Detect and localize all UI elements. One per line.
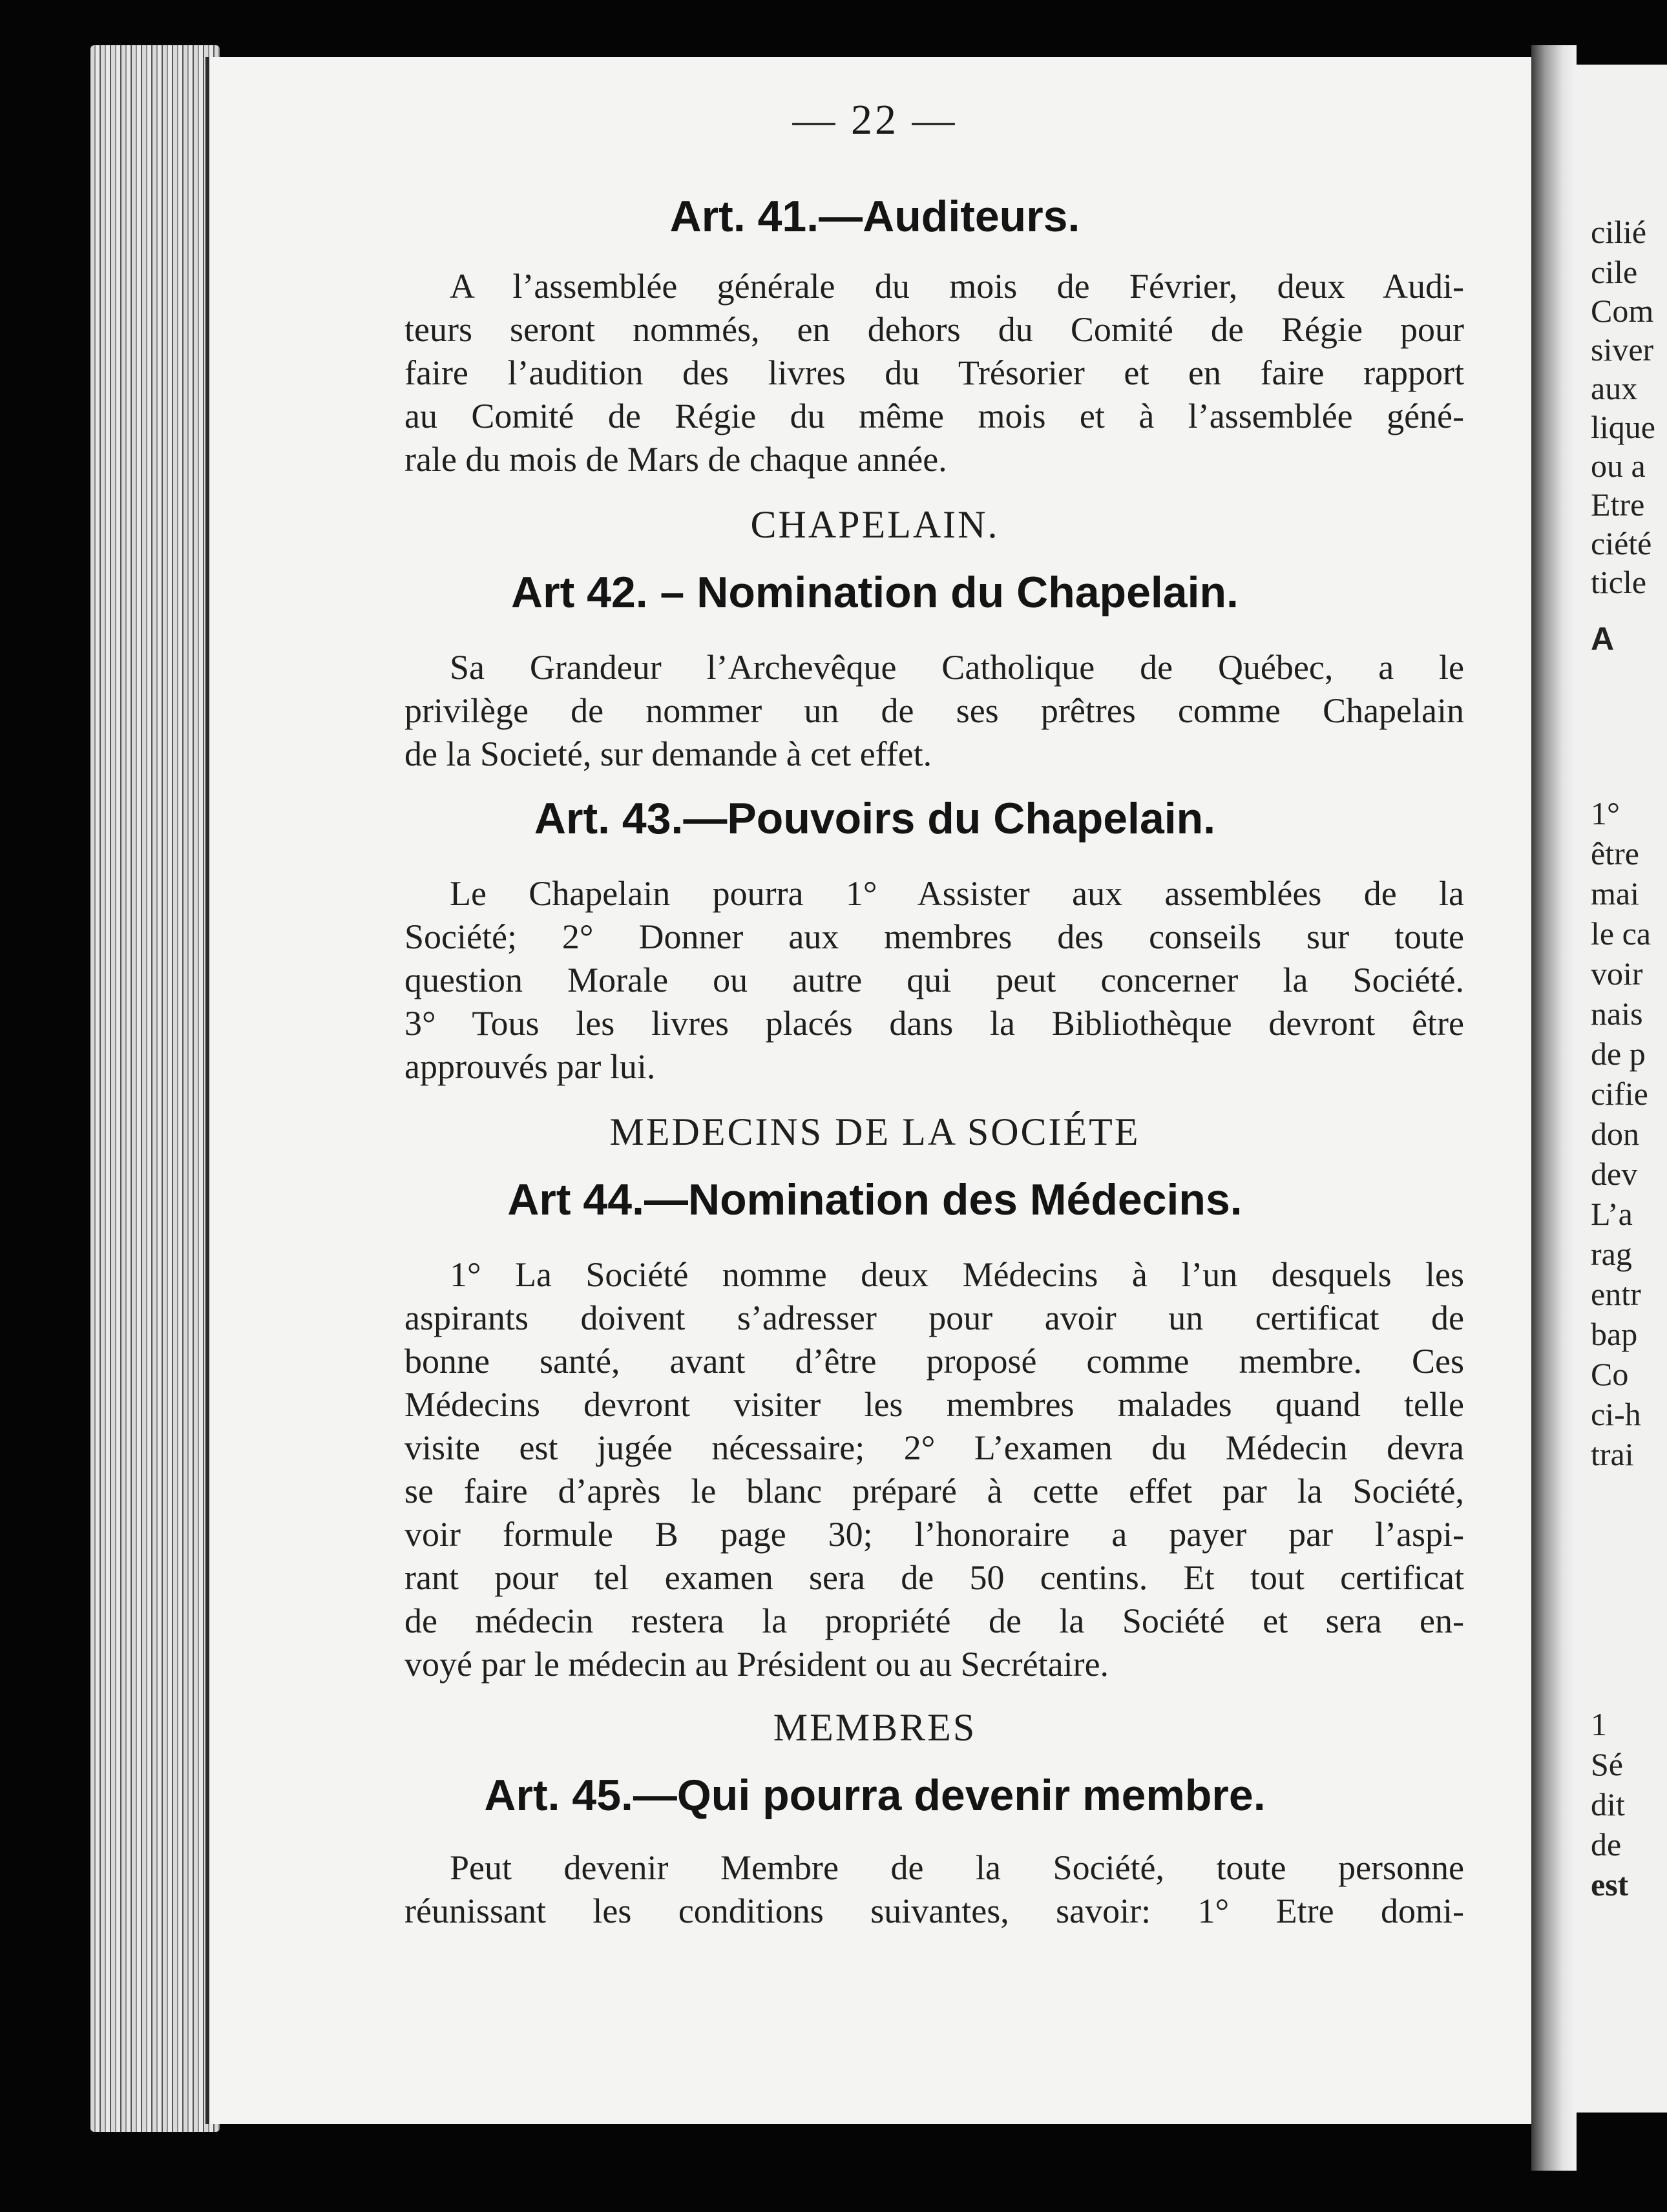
paragraph-line: au Comité de Régie du même mois et à l’assemblée géné- — [404, 397, 1464, 435]
book-page — [205, 57, 1540, 2124]
paragraph-line: aspirants doivent s’adresser pour avoir un certificat de — [404, 1299, 1464, 1337]
fragment-line: voir — [1591, 955, 1643, 992]
fragment-line: cile — [1591, 254, 1638, 290]
article-41-heading: Art. 41.—Auditeurs. — [669, 192, 1080, 241]
article-44-paragraph — [404, 1253, 1464, 1686]
fragment-line: bap — [1591, 1316, 1638, 1352]
section-title-chapelain: CHAPELAIN. — [750, 503, 1000, 546]
fragment-line: siver — [1591, 331, 1654, 368]
fragment-line: le ca — [1591, 915, 1651, 952]
section-title-membres: MEMBRES — [773, 1706, 977, 1749]
book-gutter — [1531, 45, 1577, 2171]
fragment-line: rag — [1591, 1236, 1632, 1272]
page-stack-edges — [90, 45, 220, 2132]
fragment-line: dit — [1591, 1786, 1625, 1822]
paragraph-line: rant pour tel examen sera de 50 centins. Et tout certificat — [404, 1558, 1464, 1597]
article-43-paragraph — [404, 872, 1464, 1089]
fragment-line: cifie — [1591, 1076, 1648, 1112]
paragraph-line: visite est jugée nécessaire; 2° L’examen du Médecin devra — [404, 1428, 1464, 1467]
fragment-line: 1 — [1591, 1706, 1607, 1742]
paragraph-line: bonne santé, avant d’être proposé comme membre. Ces — [404, 1342, 1464, 1381]
fragment-line: trai — [1591, 1436, 1634, 1472]
fragment-line: Etre — [1591, 486, 1645, 523]
article-45-heading: Art. 45.—Qui pourra devenir membre. — [484, 1771, 1266, 1820]
fragment-line: cilié — [1591, 214, 1647, 250]
article-44-heading: Art 44.—Nomination des Médecins. — [507, 1175, 1242, 1224]
fragment-line: est — [1591, 1866, 1629, 1903]
paragraph-line: Médecins devront visiter les membres malades quand telle — [404, 1385, 1464, 1424]
fragment-line: don — [1591, 1116, 1639, 1152]
paragraph-line: se faire d’après le blanc préparé à cette effet par la Société, — [404, 1472, 1464, 1510]
paragraph-line: de la Societé, sur demande à cet effet. — [404, 735, 932, 773]
fragment-line: ci-h — [1591, 1396, 1641, 1432]
fragment-line: ticle — [1591, 564, 1647, 600]
fragment-line: 1° — [1591, 795, 1620, 831]
paragraph-line: privilège de nommer un de ses prêtres comme Chapelain — [404, 691, 1464, 730]
fragment-line: lique — [1591, 409, 1655, 445]
paragraph-line: voir formule B page 30; l’honoraire a payer par l’aspi- — [404, 1515, 1464, 1554]
paragraph-line: Société; 2° Donner aux membres des conseils sur toute — [404, 917, 1464, 956]
paragraph-line: Peut devenir Membre de la Société, toute personne — [450, 1848, 1464, 1887]
paragraph-line: réunissant les conditions suivantes, savoir: 1° Etre domi- — [404, 1892, 1464, 1930]
page-number: — 22 — — [792, 96, 958, 143]
article-43-heading: Art. 43.—Pouvoirs du Chapelain. — [534, 794, 1216, 843]
fragment-line: de — [1591, 1826, 1622, 1862]
paragraph-line: 3° Tous les livres placés dans la Bibliothèque devront être — [404, 1004, 1464, 1043]
fragment-line: aux — [1591, 370, 1638, 406]
article-42-heading: Art 42. – Nomination du Chapelain. — [511, 568, 1239, 617]
fragment-line: entr — [1591, 1276, 1641, 1312]
article-45-paragraph — [404, 1846, 1464, 1933]
paragraph-line: rale du mois de Mars de chaque année. — [404, 440, 947, 479]
article-41-paragraph — [404, 265, 1464, 481]
paragraph-line: faire l’audition des livres du Trésorier et en faire rapport — [404, 353, 1464, 392]
paragraph-line: Sa Grandeur l’Archevêque Catholique de Québec, a le — [450, 648, 1464, 687]
paragraph-line: question Morale ou autre qui peut concerner la Société. — [404, 961, 1464, 999]
paragraph-line: de médecin restera la propriété de la Société et sera en- — [404, 1602, 1464, 1640]
paragraph-line: A l’assemblée générale du mois de Février, deux Audi- — [450, 267, 1464, 306]
fragment-line: être — [1591, 835, 1639, 871]
paragraph-line: voyé par le médecin au Président ou au Secrétaire. — [404, 1645, 1109, 1684]
article-42-paragraph — [404, 646, 1464, 776]
fragment-line: ou a — [1591, 448, 1646, 484]
fragment-line: de p — [1591, 1036, 1646, 1072]
paragraph-line: teurs seront nommés, en dehors du Comité de Régie pour — [404, 310, 1464, 349]
fragment-line: A — [1591, 621, 1615, 657]
fragment-line: dev — [1591, 1156, 1638, 1192]
fragment-line: Sé — [1591, 1746, 1623, 1782]
fragment-line: Com — [1591, 293, 1654, 329]
section-title-medecins: MEDECINS DE LA SOCIÉTE — [609, 1111, 1140, 1153]
fragment-line: L’a — [1591, 1196, 1633, 1232]
paragraph-line: approuvés par lui. — [404, 1047, 656, 1086]
paragraph-line: Le Chapelain pourra 1° Assister aux assemblées de la — [450, 874, 1464, 913]
fragment-line: Co — [1591, 1356, 1629, 1392]
fragment-line: nais — [1591, 996, 1643, 1032]
fragment-line: ciété — [1591, 525, 1652, 561]
paragraph-line: 1° La Société nomme deux Médecins à l’un desquels les — [450, 1255, 1464, 1294]
facing-page-fragment — [1577, 65, 1667, 2113]
fragment-line: mai — [1591, 875, 1639, 912]
